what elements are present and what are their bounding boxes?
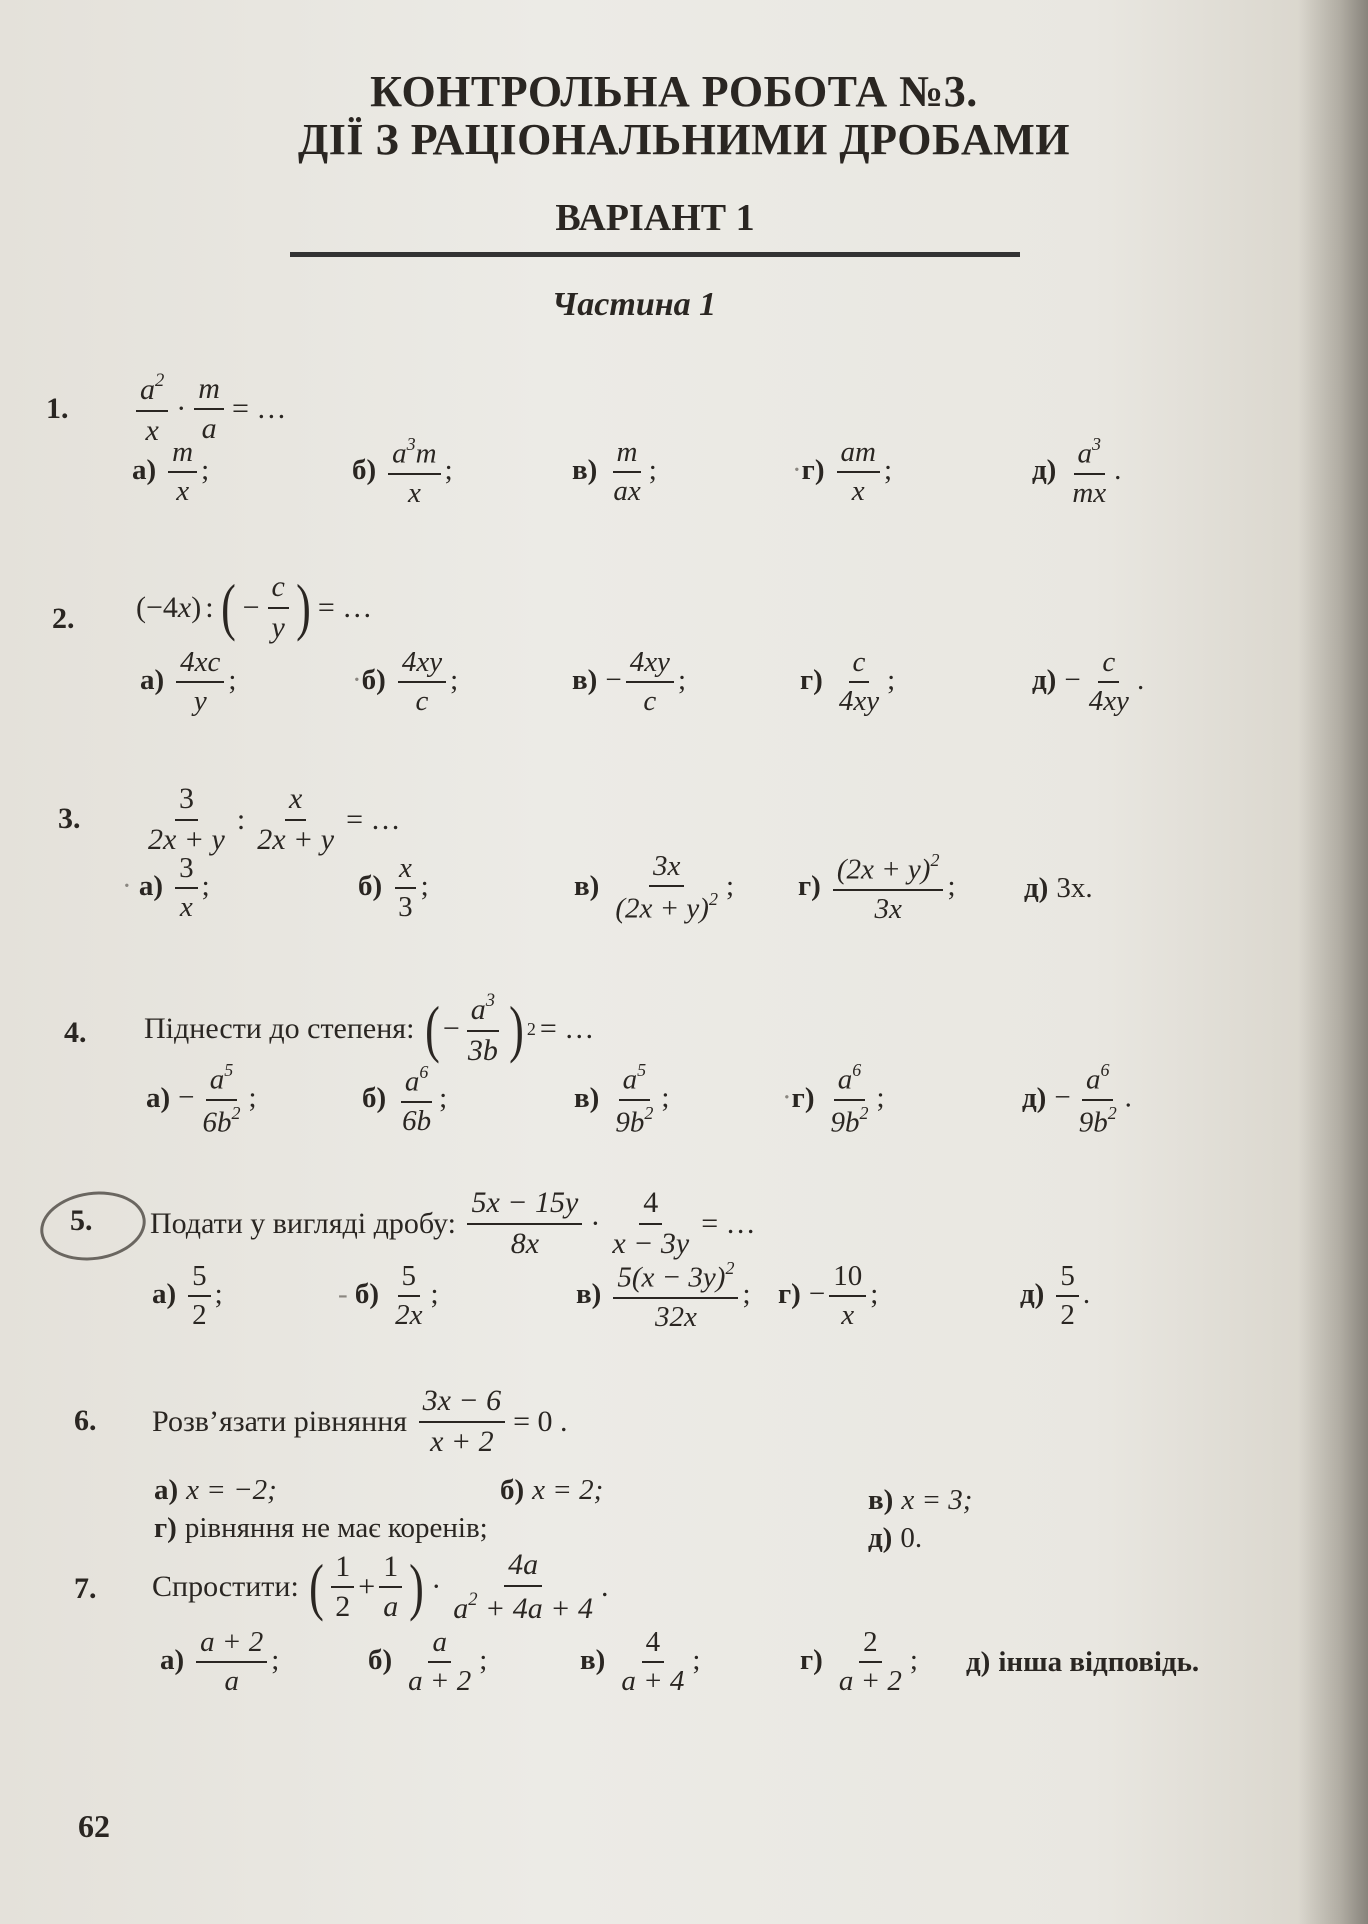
question-expression: Розв’язати рівняння $\frac{3x - 6}{x + 2}$ = 0 . [152, 1384, 568, 1458]
option-c[interactable]: в) x = 3; [868, 1484, 973, 1516]
option-e[interactable]: д) − $\frac{c}{4xy}$ . [1032, 645, 1145, 717]
page-number: 62 [78, 1808, 110, 1844]
question-text: Спростити: [152, 1570, 299, 1603]
option-c[interactable]: в) $\frac{5(x - 3y)^2}{32x}$ ; [576, 1257, 751, 1333]
option-e[interactable]: д) − $\frac{a^6}{9b^2}$ . [1022, 1060, 1132, 1139]
part-heading: Частина 1 [551, 286, 717, 323]
variant-underline [290, 252, 1020, 257]
option-d[interactable]: г) − $\frac{10}{x}$ ; [778, 1259, 879, 1331]
question-number: 7. [74, 1572, 97, 1605]
option-b[interactable]: б) $\frac{a^6}{6b}$ ; [362, 1061, 448, 1137]
question-text: Піднести до степеня: [144, 1012, 415, 1045]
expression-tail: = … [231, 392, 287, 425]
pencil-circle-mark [36, 1185, 150, 1267]
question-expression: (−4 x ) : ( − $\frac{c}{y}$ ) = … [136, 570, 373, 644]
option-a[interactable]: а) $\frac{4xc}{y}$ ; [140, 645, 237, 717]
question-number: 3. [58, 802, 81, 835]
question-text: Розв’язати рівняння [152, 1404, 408, 1438]
option-e[interactable]: д) $\frac{a^3}{mx}$ . [1032, 433, 1122, 509]
option-b[interactable]: б) x = 2; [500, 1474, 604, 1506]
option-b[interactable]: б) $\frac{a^3m}{x}$ ; [352, 433, 453, 509]
option-c[interactable]: в) $\frac{4}{a + 4}$ ; [580, 1625, 701, 1697]
title-line-2: ДІЇ З РАЦІОНАЛЬНИМИ ДРОБАМИ [297, 115, 1071, 164]
expression-tail: = … [346, 802, 401, 836]
question-number: 6. [74, 1404, 97, 1437]
option-c[interactable]: в) $\frac{m}{ax}$ ; [572, 435, 657, 507]
expression-tail: = … [701, 1206, 756, 1240]
question-expression: Спростити: ( $\frac{1}{2}$ + $\frac{1}{a}$ ) · $\frac{4a}{a^2 + 4a + 4}$ . [152, 1548, 609, 1625]
option-a[interactable]: а) $\frac{a + 2}{a}$ ; [160, 1625, 280, 1697]
option-a[interactable]: а) $\frac{m}{x}$ ; [132, 435, 210, 507]
option-a[interactable]: а) $\frac{5}{2}$ ; [152, 1259, 223, 1331]
option-d[interactable]: г) $\frac{(2x + y)^2}{3x}$ ; [798, 849, 956, 925]
question-text: Подати у вигляді дробу: [150, 1206, 456, 1240]
option-e[interactable]: д) $\frac{5}{2}$ . [1020, 1259, 1091, 1331]
option-c[interactable]: в) $\frac{a^5}{9b^2}$ ; [574, 1060, 670, 1139]
option-d[interactable]: ·г) $\frac{a^6}{9b^2}$ ; [782, 1060, 885, 1139]
title-line-1: КОНТРОЛЬНА РОБОТА №3. [370, 67, 978, 116]
option-d[interactable]: г) рівняння не має коренів; [154, 1512, 488, 1544]
option-e[interactable]: д) 3x. [1024, 871, 1093, 904]
option-d[interactable]: г) $\frac{2}{a + 2}$ ; [800, 1625, 918, 1697]
question-expression: Піднести до степеня: ( − $\frac{a^3}{3b}$ ) 2 = … [144, 990, 595, 1067]
option-c[interactable]: в) − $\frac{4xy}{c}$ ; [572, 645, 686, 717]
question-number: 2. [52, 602, 75, 635]
question-number: 5. [70, 1204, 93, 1237]
question-expression: Подати у вигляді дробу: $\frac{5x - 15y}{8x}$ · $\frac{4}{x - 3y}$ = … [150, 1186, 756, 1260]
question-number: 1. [46, 392, 69, 425]
option-d[interactable]: г) $\frac{c}{4xy}$ ; [800, 645, 896, 717]
expression-tail: = … [539, 1012, 595, 1045]
option-a[interactable]: а) − $\frac{a^5}{6b^2}$ ; [146, 1060, 257, 1139]
option-e[interactable]: д) 0. [868, 1522, 923, 1554]
option-d[interactable]: ·г) $\frac{am}{x}$ ; [792, 435, 893, 507]
option-b[interactable]: б) $\frac{a}{a + 2}$ ; [368, 1625, 488, 1697]
option-b[interactable]: - б) $\frac{5}{2x}$ ; [338, 1259, 439, 1331]
option-b[interactable]: ·б) $\frac{4xy}{c}$ ; [352, 645, 459, 717]
question-number: 4. [64, 1016, 87, 1049]
question-expression: $\frac{3}{2x + y}$ : $\frac{x}{2x + y}$ = … [148, 782, 401, 856]
option-b[interactable]: б) $\frac{x}{3}$ ; [358, 851, 429, 923]
option-e[interactable]: д) інша відповідь. [966, 1645, 1200, 1678]
expression-tail: = … [317, 590, 373, 624]
option-a[interactable]: · а) $\frac{3}{x}$ ; [122, 851, 210, 923]
question-expression: $\frac{a^2}{x}$ · $\frac{m}{a}$ = … [132, 370, 290, 448]
variant-heading: ВАРІАНТ 1 [555, 197, 755, 239]
option-a[interactable]: а) x = −2; [154, 1474, 277, 1506]
option-c[interactable]: в) $\frac{3x}{(2x + y)^2}$ ; [574, 849, 735, 925]
